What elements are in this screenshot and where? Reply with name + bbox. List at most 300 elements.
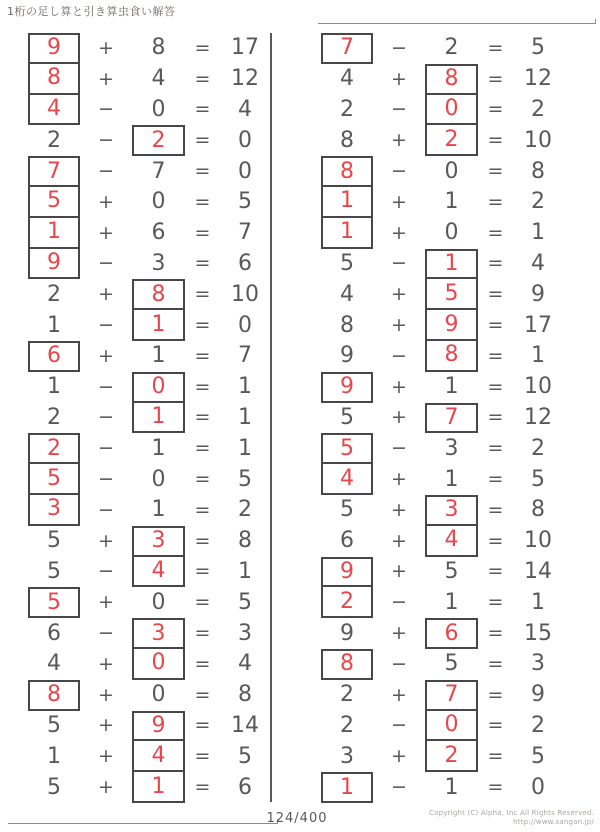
equals-sign xyxy=(185,680,220,711)
result xyxy=(513,495,563,526)
operand2-value: 3 xyxy=(151,250,166,276)
operand1 xyxy=(321,741,373,772)
answer-box-operand2-value: 7 xyxy=(444,404,459,430)
answer-box-operand1-value: 3 xyxy=(47,496,61,522)
equals-sign-value: = xyxy=(487,221,504,244)
result xyxy=(220,618,270,649)
answer-box-operand2 xyxy=(425,680,478,711)
result-value: 8 xyxy=(238,528,252,554)
operator-value: + xyxy=(391,683,407,706)
equation-row xyxy=(28,187,270,218)
operand1-value: 6 xyxy=(340,528,354,554)
operand1-value: 1 xyxy=(47,743,61,769)
operator-value: − xyxy=(391,591,407,614)
answer-box-operand1 xyxy=(321,216,373,249)
answer-box-operand1 xyxy=(321,772,373,803)
operand1-value: 8 xyxy=(340,312,354,338)
answer-box-operand1 xyxy=(321,649,373,680)
operator xyxy=(373,711,425,742)
equals-sign xyxy=(478,526,513,557)
answer-box-operand1-value: 2 xyxy=(340,588,354,614)
answer-box-operand2-value: 1 xyxy=(151,403,166,429)
operand2-value: 0 xyxy=(151,589,166,615)
answer-box-operand2 xyxy=(132,401,185,434)
operator-value: − xyxy=(391,252,407,275)
answer-box-operand2 xyxy=(132,711,185,742)
answer-box-operand1-value: 5 xyxy=(47,465,61,491)
operator-value: + xyxy=(98,283,114,306)
result-value: 4 xyxy=(238,651,252,677)
equals-sign xyxy=(185,341,220,372)
operator-value: + xyxy=(98,67,114,90)
operand1-value: 1 xyxy=(47,312,61,338)
result xyxy=(220,772,270,803)
operand1-value: 5 xyxy=(47,558,61,584)
operator xyxy=(373,33,425,64)
operand2 xyxy=(132,218,185,249)
answer-box-operand1 xyxy=(321,433,373,464)
equals-sign xyxy=(185,464,220,495)
answer-box-operand1 xyxy=(321,185,373,218)
operand1 xyxy=(321,403,373,434)
operator xyxy=(373,372,425,403)
operator-value: + xyxy=(98,221,114,244)
equation-row xyxy=(321,187,563,218)
result-value: 1 xyxy=(238,435,252,461)
operand2-value: 1 xyxy=(151,435,166,461)
result-value: 12 xyxy=(524,66,552,92)
operand2 xyxy=(132,156,185,187)
operator xyxy=(80,279,132,310)
operand1 xyxy=(28,649,80,680)
answer-box-operand2 xyxy=(425,308,478,341)
operand2-value: 1 xyxy=(444,589,459,615)
result xyxy=(513,680,563,711)
result xyxy=(513,64,563,95)
answer-box-operand2 xyxy=(425,277,478,310)
answer-box-operand1-value: 2 xyxy=(47,435,61,461)
answer-box-operand1-value: 1 xyxy=(340,188,354,214)
answer-box-operand1-value: 8 xyxy=(340,158,354,184)
operand1 xyxy=(321,341,373,372)
equals-sign-value: = xyxy=(194,468,211,491)
operator-value: + xyxy=(391,560,407,583)
equals-sign xyxy=(185,618,220,649)
equals-sign-value: = xyxy=(487,344,504,367)
answer-box-operand2-value: 3 xyxy=(444,497,459,523)
operator-value: + xyxy=(98,529,114,552)
page-title: 1桁の足し算と引き算虫食い解答 xyxy=(7,5,176,18)
equals-sign xyxy=(185,557,220,588)
equals-sign-value: = xyxy=(487,622,504,645)
result-value: 2 xyxy=(238,497,252,523)
operand2 xyxy=(132,95,185,126)
answer-box-operand2-value: 5 xyxy=(444,280,459,306)
operand1-value: 2 xyxy=(47,404,61,430)
result-value: 10 xyxy=(231,281,259,307)
equals-sign-value: = xyxy=(194,591,211,614)
answer-box-operand1-value: 1 xyxy=(340,219,354,245)
answer-box-operand2 xyxy=(425,123,478,156)
operator xyxy=(373,618,425,649)
equals-sign-value: = xyxy=(487,252,504,275)
operator-value: − xyxy=(98,560,114,583)
equals-sign-value: = xyxy=(194,221,211,244)
operator xyxy=(80,341,132,372)
equation-row xyxy=(321,125,563,156)
answer-box-operand1-value: 1 xyxy=(47,219,61,245)
operand2 xyxy=(132,187,185,218)
copyright-line2: http://www.sangan.jp/ xyxy=(513,818,594,826)
equals-sign-value: = xyxy=(487,314,504,337)
result-value: 4 xyxy=(238,96,252,122)
answer-box-operand1 xyxy=(28,462,80,495)
result xyxy=(220,187,270,218)
result xyxy=(513,95,563,126)
equals-sign-value: = xyxy=(487,591,504,614)
operand2 xyxy=(425,587,478,618)
result-value: 7 xyxy=(238,343,252,369)
equals-sign-value: = xyxy=(194,652,211,675)
result xyxy=(513,464,563,495)
equals-sign xyxy=(185,372,220,403)
line-end-tick xyxy=(595,19,596,23)
operator xyxy=(373,495,425,526)
operator-value: + xyxy=(391,67,407,90)
equals-sign xyxy=(478,433,513,464)
result xyxy=(513,618,563,649)
answer-box-operand1 xyxy=(28,493,80,526)
equation-row xyxy=(28,772,270,803)
operator xyxy=(373,403,425,434)
answer-box-operand1 xyxy=(28,341,80,372)
operator xyxy=(80,95,132,126)
equals-sign-value: = xyxy=(487,406,504,429)
equation-row xyxy=(28,95,270,126)
result xyxy=(513,33,563,64)
equals-sign xyxy=(478,618,513,649)
equals-sign-value: = xyxy=(194,437,211,460)
result xyxy=(220,64,270,95)
operator xyxy=(80,218,132,249)
answer-box-operand2 xyxy=(132,125,185,156)
answer-box-operand1-value: 7 xyxy=(340,35,354,61)
equation-row xyxy=(321,557,563,588)
equals-sign-value: = xyxy=(194,36,211,59)
result-value: 3 xyxy=(238,620,252,646)
operand2 xyxy=(132,249,185,280)
equations-column-left xyxy=(28,33,270,803)
answer-box-operand2-value: 8 xyxy=(444,342,459,368)
result xyxy=(513,341,563,372)
result xyxy=(220,403,270,434)
result-value: 5 xyxy=(238,589,252,615)
operator-value: − xyxy=(391,714,407,737)
answer-box-operand1-value: 8 xyxy=(47,65,61,91)
answer-box-operand2 xyxy=(425,709,478,742)
equals-sign xyxy=(478,772,513,803)
result xyxy=(513,526,563,557)
operand2-value: 1 xyxy=(444,189,459,215)
equation-row xyxy=(321,587,563,618)
equation-row xyxy=(321,249,563,280)
equals-sign xyxy=(478,249,513,280)
answer-box-operand2 xyxy=(425,403,478,434)
equals-sign xyxy=(478,403,513,434)
answer-box-operand2 xyxy=(425,64,478,95)
operator-value: − xyxy=(391,98,407,121)
equation-row xyxy=(28,310,270,341)
operator xyxy=(373,433,425,464)
result-value: 10 xyxy=(524,528,552,554)
equation-row xyxy=(321,64,563,95)
operand1 xyxy=(28,557,80,588)
answer-box-operand2-value: 0 xyxy=(444,95,459,121)
answer-box-operand1 xyxy=(28,587,80,618)
answer-box-operand2 xyxy=(132,372,185,403)
equals-sign xyxy=(478,587,513,618)
operator-value: − xyxy=(98,252,114,275)
answer-box-operand1 xyxy=(28,247,80,280)
result xyxy=(220,741,270,772)
answer-box-operand2-value: 0 xyxy=(444,711,459,737)
equals-sign xyxy=(478,341,513,372)
answer-box-operand1-value: 4 xyxy=(340,465,354,491)
answer-box-operand2 xyxy=(132,555,185,588)
equation-row xyxy=(321,711,563,742)
operator xyxy=(373,680,425,711)
operator xyxy=(80,772,132,803)
equals-sign-value: = xyxy=(194,745,211,768)
equals-sign xyxy=(478,557,513,588)
operator xyxy=(373,587,425,618)
operator xyxy=(373,156,425,187)
equals-sign xyxy=(185,95,220,126)
operator-value: − xyxy=(98,622,114,645)
equation-row xyxy=(321,33,563,64)
answer-box-operand2 xyxy=(425,495,478,526)
answer-box-operand1-value: 4 xyxy=(47,95,61,121)
operand2-value: 1 xyxy=(151,497,166,523)
operator xyxy=(80,64,132,95)
result xyxy=(513,587,563,618)
result xyxy=(220,95,270,126)
page-number: 124/400 xyxy=(266,811,328,826)
answer-box-operand2-value: 3 xyxy=(151,528,166,554)
operator xyxy=(373,526,425,557)
result xyxy=(220,279,270,310)
answer-box-operand2-value: 1 xyxy=(151,773,166,799)
answer-box-operand2-value: 1 xyxy=(444,250,459,276)
equals-sign xyxy=(185,772,220,803)
result-value: 0 xyxy=(238,127,252,153)
operator-value: + xyxy=(391,406,407,429)
column-divider xyxy=(270,33,272,802)
equals-sign-value: = xyxy=(487,36,504,59)
operator xyxy=(80,125,132,156)
operator-value: + xyxy=(98,591,114,614)
equation-row xyxy=(321,526,563,557)
answer-box-operand1 xyxy=(321,156,373,187)
name-line xyxy=(318,19,596,24)
equation-row xyxy=(321,218,563,249)
operator-value: − xyxy=(391,437,407,460)
equals-sign-value: = xyxy=(487,683,504,706)
operator xyxy=(80,33,132,64)
operator xyxy=(80,495,132,526)
result-value: 17 xyxy=(231,35,259,61)
answer-box-operand2 xyxy=(132,526,185,557)
operand2-value: 5 xyxy=(444,651,459,677)
equation-row xyxy=(28,249,270,280)
result-value: 7 xyxy=(238,220,252,246)
result xyxy=(513,557,563,588)
operand2-value: 1 xyxy=(151,343,166,369)
equation-row xyxy=(28,156,270,187)
equation-row xyxy=(321,464,563,495)
result xyxy=(513,310,563,341)
operator xyxy=(80,587,132,618)
operand1 xyxy=(321,95,373,126)
operator xyxy=(80,187,132,218)
result xyxy=(513,772,563,803)
operator-value: + xyxy=(98,36,114,59)
equals-sign-value: = xyxy=(487,67,504,90)
result xyxy=(220,218,270,249)
operand1-value: 2 xyxy=(47,127,61,153)
operand1 xyxy=(321,680,373,711)
equals-sign xyxy=(185,587,220,618)
answer-box-operand2-value: 4 xyxy=(444,527,459,553)
result-value: 14 xyxy=(231,712,259,738)
equation-row xyxy=(28,64,270,95)
operator-value: − xyxy=(98,437,114,460)
result-value: 9 xyxy=(531,281,545,307)
result xyxy=(220,341,270,372)
equation-row xyxy=(28,33,270,64)
equals-sign-value: = xyxy=(194,314,211,337)
operator-value: + xyxy=(391,221,407,244)
equals-sign xyxy=(185,218,220,249)
equation-row xyxy=(321,341,563,372)
result xyxy=(220,433,270,464)
operator xyxy=(80,526,132,557)
equals-sign xyxy=(478,279,513,310)
equation-row xyxy=(28,526,270,557)
answer-box-operand1-value: 5 xyxy=(47,188,61,214)
equation-row xyxy=(321,618,563,649)
answer-box-operand1 xyxy=(321,557,373,588)
equals-sign-value: = xyxy=(194,344,211,367)
answer-box-operand2-value: 3 xyxy=(151,620,166,646)
result xyxy=(513,649,563,680)
equals-sign xyxy=(185,33,220,64)
result xyxy=(220,156,270,187)
operator xyxy=(373,64,425,95)
operator xyxy=(373,249,425,280)
result xyxy=(220,711,270,742)
equals-sign-value: = xyxy=(487,776,504,799)
equation-row xyxy=(321,372,563,403)
equals-sign xyxy=(478,741,513,772)
equals-sign-value: = xyxy=(194,529,211,552)
operand2 xyxy=(132,495,185,526)
operand2 xyxy=(425,156,478,187)
operand2-value: 0 xyxy=(151,96,166,122)
answer-box-operand2 xyxy=(425,339,478,372)
operand1-value: 4 xyxy=(47,651,61,677)
operator xyxy=(373,95,425,126)
equals-sign xyxy=(185,711,220,742)
result-value: 5 xyxy=(531,466,545,492)
operator xyxy=(373,125,425,156)
equals-sign xyxy=(478,711,513,742)
operand1 xyxy=(28,310,80,341)
equation-row xyxy=(28,464,270,495)
answer-box-operand2 xyxy=(132,739,185,772)
equation-row xyxy=(28,341,270,372)
result xyxy=(513,125,563,156)
equals-sign-value: = xyxy=(194,160,211,183)
result xyxy=(513,187,563,218)
result-value: 15 xyxy=(524,620,552,646)
operand1-value: 2 xyxy=(340,682,354,708)
equals-sign xyxy=(478,464,513,495)
equals-sign-value: = xyxy=(194,283,211,306)
equals-sign xyxy=(478,95,513,126)
equals-sign-value: = xyxy=(194,498,211,521)
operator xyxy=(373,341,425,372)
equation-row xyxy=(321,495,563,526)
operand2 xyxy=(425,772,478,803)
operand2 xyxy=(132,64,185,95)
equals-sign-value: = xyxy=(194,406,211,429)
answer-box-operand1 xyxy=(321,462,373,495)
result-value: 2 xyxy=(531,712,545,738)
result-value: 2 xyxy=(531,435,545,461)
operator xyxy=(373,741,425,772)
operand1 xyxy=(321,64,373,95)
answer-box-operand2 xyxy=(132,279,185,310)
operand2 xyxy=(425,218,478,249)
result-value: 3 xyxy=(531,651,545,677)
operator-value: + xyxy=(98,714,114,737)
equals-sign xyxy=(185,403,220,434)
answer-box-operand2-value: 4 xyxy=(151,742,166,768)
equals-sign-value: = xyxy=(194,67,211,90)
operand1 xyxy=(28,618,80,649)
result-value: 8 xyxy=(531,497,545,523)
operand2 xyxy=(425,649,478,680)
result xyxy=(220,649,270,680)
result-value: 0 xyxy=(238,312,252,338)
result-value: 1 xyxy=(531,220,545,246)
operand2-value: 1 xyxy=(444,466,459,492)
result xyxy=(220,125,270,156)
operator xyxy=(373,649,425,680)
equals-sign xyxy=(478,64,513,95)
copyright xyxy=(429,809,594,827)
equals-sign-value: = xyxy=(487,529,504,552)
operand2-value: 3 xyxy=(444,435,459,461)
operand1-value: 8 xyxy=(340,127,354,153)
copyright-line1: Copyright (C) Alpha, Inc All Rights Reserved. xyxy=(429,809,594,817)
operand1 xyxy=(321,618,373,649)
equals-sign-value: = xyxy=(194,190,211,213)
operand1-value: 2 xyxy=(340,712,354,738)
answer-box-operand2 xyxy=(425,249,478,280)
operator xyxy=(80,310,132,341)
